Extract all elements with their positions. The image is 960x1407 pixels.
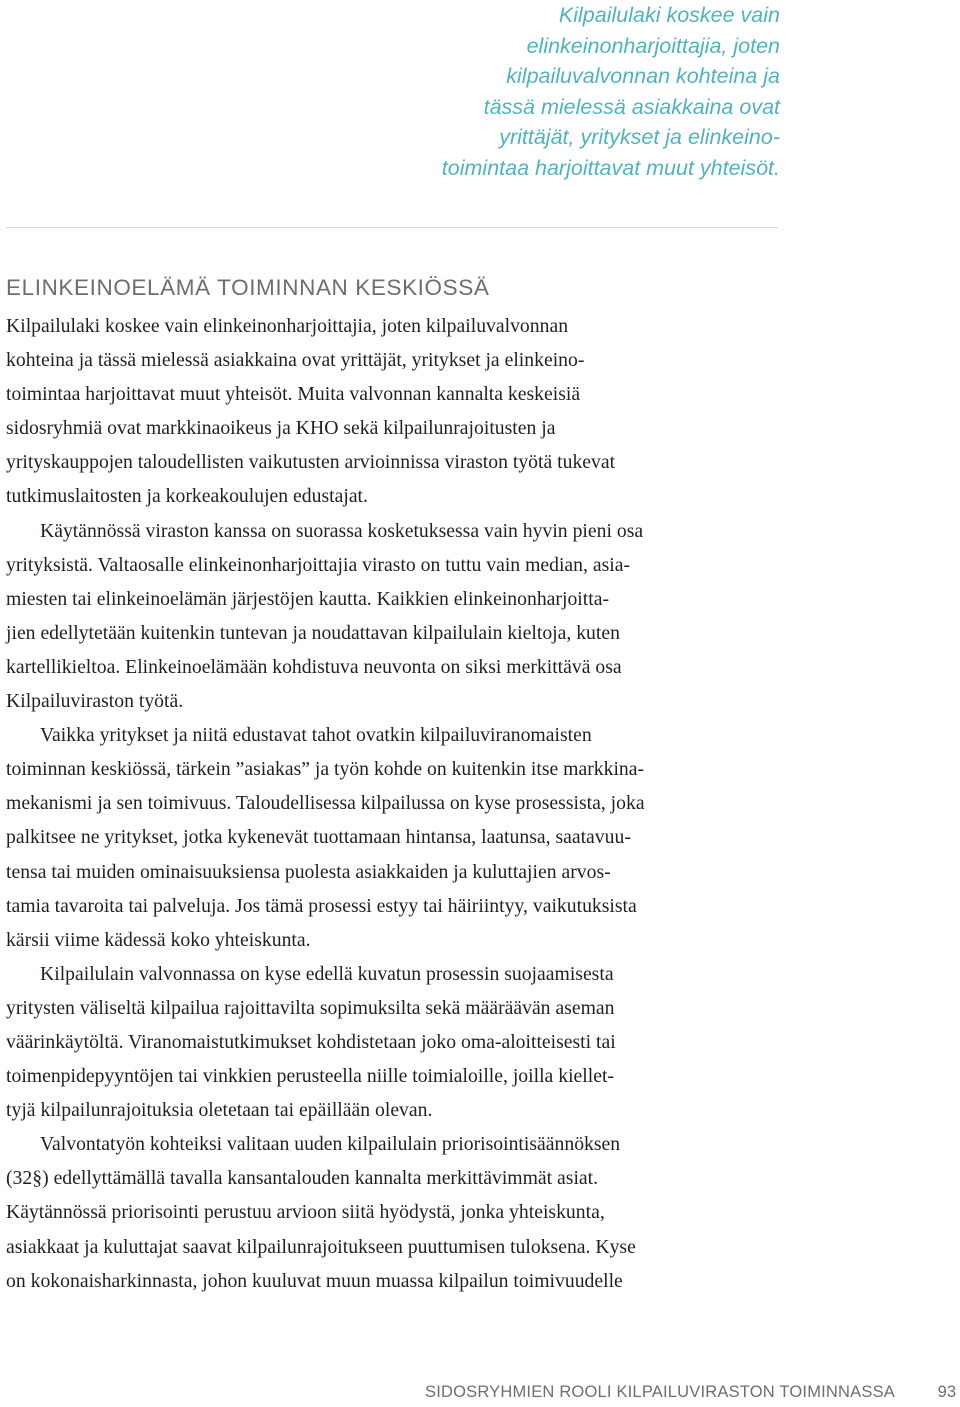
page-footer [425, 1383, 960, 1407]
body-line: yritysten väliseltä kilpailua rajoittavilta sopimuksilta sekä määräävän aseman [6, 996, 615, 1019]
body-line: tutkimuslaitosten ja korkeakoulujen edustajat. [6, 485, 368, 508]
body-line: (32§) edellyttämällä tavalla kansantalouden kannalta merkittävimmät asiat. [6, 1167, 599, 1190]
section-divider [6, 227, 778, 228]
running-title: SIDOSRYHMIEN ROOLI KILPAILUVIRASTON TOIMINNASSA [425, 1383, 895, 1401]
body-line: yrityksistä. Valtaosalle elinkeinonharjoittajia virasto on tuttu vain median, asia- [6, 553, 631, 576]
body-line: Käytännössä priorisointi perustuu arvioon siitä hyödystä, jonka yhteiskunta, [6, 1201, 605, 1224]
body-line: kärsii viime kädessä koko yhteiskunta. [6, 928, 311, 951]
pull-quote-line: elinkeinonharjoittajia, joten [526, 33, 780, 58]
body-line: toimenpidepyyntöjen tai vinkkien perusteella niille toimialoille, joilla kiellet- [6, 1065, 614, 1088]
body-line: Kilpailulaki koskee vain elinkeinonharjoittajia, joten kilpailuvalvonnan [6, 315, 569, 337]
body-line: tamia tavaroita tai palveluja. Jos tämä prosessi estyy tai häiriintyy, vaikutuksista [6, 894, 637, 917]
body-line: kohteina ja tässä mielessä asiakkaina ovat yrittäjät, yritykset ja elinkeino- [6, 349, 585, 372]
body-line: jien edellytetään kuitenkin tuntevan ja noudattavan kilpailulain kieltoja, kuten [6, 621, 620, 644]
body-line: asiakkaat ja kuluttajat saavat kilpailunrajoitukseen puuttumisen tuloksena. Kyse [6, 1235, 636, 1258]
body-line: Kilpailulain valvonnassa on kyse edellä kuvatun prosessin suojaamisesta [40, 962, 614, 985]
pull-quote-line: tässä mielessä asiakkaina ovat [483, 94, 780, 119]
pull-quote-line: kilpailuvalvonnan kohteina ja [506, 64, 780, 88]
body-line: kartellikieltoa. Elinkeinoelämään kohdistuva neuvonta on siksi merkittävä osa [6, 655, 622, 678]
page-number: 93 [937, 1383, 956, 1401]
pull-quote-line: yrittäjät, yritykset ja elinkeino- [499, 125, 780, 149]
body-line: tensa tai muiden ominaisuuksiensa puolesta asiakkaiden ja kuluttajien arvos- [6, 860, 611, 883]
body-line: toimintaa harjoittavat muut yhteisöt. Muita valvonnan kannalta keskeisiä [6, 383, 581, 406]
body-line: Käytännössä viraston kanssa on suorassa kosketuksessa vain hyvin pieni osa [40, 519, 644, 542]
body-line: väärinkäytöltä. Viranomaistutkimukset kohdistetaan joko oma-aloitteisesti tai [6, 1030, 616, 1053]
body-line: Vaikka yritykset ja niitä edustavat tahot ovatkin kilpailuviranomaisten [40, 724, 592, 747]
body-line: yrityskauppojen taloudellisten vaikutusten arvioinnissa viraston työtä tukevat [6, 451, 616, 474]
body-line: toiminnan keskiössä, tärkein ”asiakas” ja työn kohde on kuitenkin itse markkina- [6, 758, 645, 781]
body-line: Valvontatyön kohteiksi valitaan uuden kilpailulain priorisointisäännöksen [40, 1133, 621, 1156]
body-line: tyjä kilpailunrajoituksia oletetaan tai epäillään olevan. [6, 1099, 433, 1122]
body-line: mekanismi ja sen toimivuus. Taloudellisessa kilpailussa on kyse prosessista, joka [6, 792, 645, 815]
pull-quote-line: Kilpailulaki koskee vain [558, 3, 780, 27]
section-heading: ELINKEINOELÄMÄ TOIMINNAN KESKIÖSSÄ [6, 275, 490, 300]
body-line: on kokonaisharkinnasta, johon kuuluvat muun muassa kilpailun toimivuudelle [6, 1269, 623, 1292]
body-text [6, 309, 796, 1298]
pull-quote [400, 0, 780, 183]
body-line: palkitsee ne yritykset, jotka kykenevät tuottamaan hintansa, laatunsa, saatavuu- [6, 826, 631, 849]
body-line: miesten tai elinkeinoelämän järjestöjen kautta. Kaikkien elinkeinonharjoitta- [6, 587, 609, 610]
body-line: sidosryhmiä ovat markkinaoikeus ja KHO sekä kilpailunrajoitusten ja [6, 417, 556, 440]
body-line: Kilpailuviraston työtä. [6, 690, 184, 713]
pull-quote-line: toimintaa harjoittavat muut yhteisöt. [441, 155, 780, 180]
